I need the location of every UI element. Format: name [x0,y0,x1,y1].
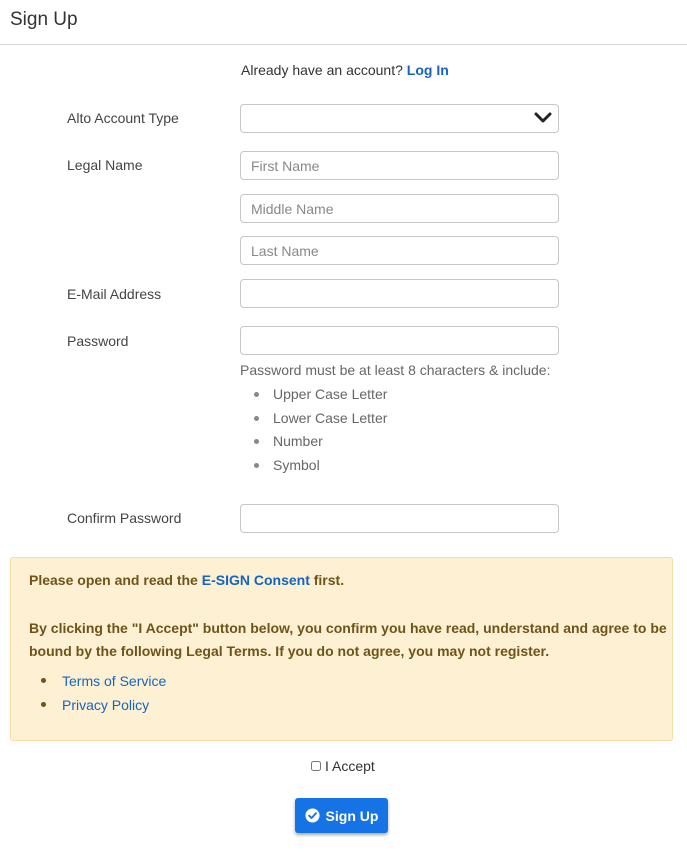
password-label: Password [67,333,129,349]
last-name-input[interactable] [240,236,559,265]
account-type-select[interactable] [240,104,559,133]
requirement-item: Upper Case Letter [254,384,387,408]
confirm-password-input[interactable] [240,504,559,533]
accept-label: I Accept [325,758,375,774]
esign-consent-link[interactable]: E-SIGN Consent [201,572,310,588]
login-prompt [241,62,449,78]
page-title: Sign Up [10,9,78,30]
login-prompt-text: Already have an account? [241,62,403,78]
accept-checkbox-row[interactable] [311,758,375,774]
legal-links [41,671,166,719]
accept-checkbox[interactable] [311,761,321,771]
sign-up-button[interactable] [295,798,388,833]
list-item [41,671,166,695]
email-input[interactable] [240,279,559,308]
login-link[interactable]: Log In [406,62,449,78]
legal-name-label: Legal Name [67,157,143,173]
privacy-policy-link[interactable]: Privacy Policy [62,697,150,713]
esign-suffix: first. [313,572,345,588]
account-type-label: Alto Account Type [67,110,179,126]
chevron-down-icon [534,111,552,125]
email-label: E-Mail Address [67,286,162,302]
password-input[interactable] [240,326,559,355]
sign-up-label: Sign Up [325,807,379,824]
legal-terms-text-2: bound by the following Legal Terms. If you do not agree, you may not register. [29,643,550,659]
first-name-input[interactable] [240,151,559,180]
requirement-item: Lower Case Letter [254,408,387,432]
legal-notice [10,557,673,741]
password-requirements [254,384,387,478]
esign-line [29,572,344,588]
legal-terms-text-1: By clicking the "I Accept" button below, you confirm you have read, understand and agree to be [29,620,667,636]
middle-name-input[interactable] [240,194,559,223]
requirement-item: Symbol [254,455,387,479]
list-item [41,695,166,719]
check-circle-icon [305,808,320,823]
terms-of-service-link[interactable]: Terms of Service [62,673,167,689]
requirement-item: Number [254,431,387,455]
password-hint: Password must be at least 8 characters & include: [240,362,551,378]
page-header [0,0,687,45]
esign-prefix: Please open and read the [29,572,198,588]
confirm-password-label: Confirm Password [67,510,182,526]
